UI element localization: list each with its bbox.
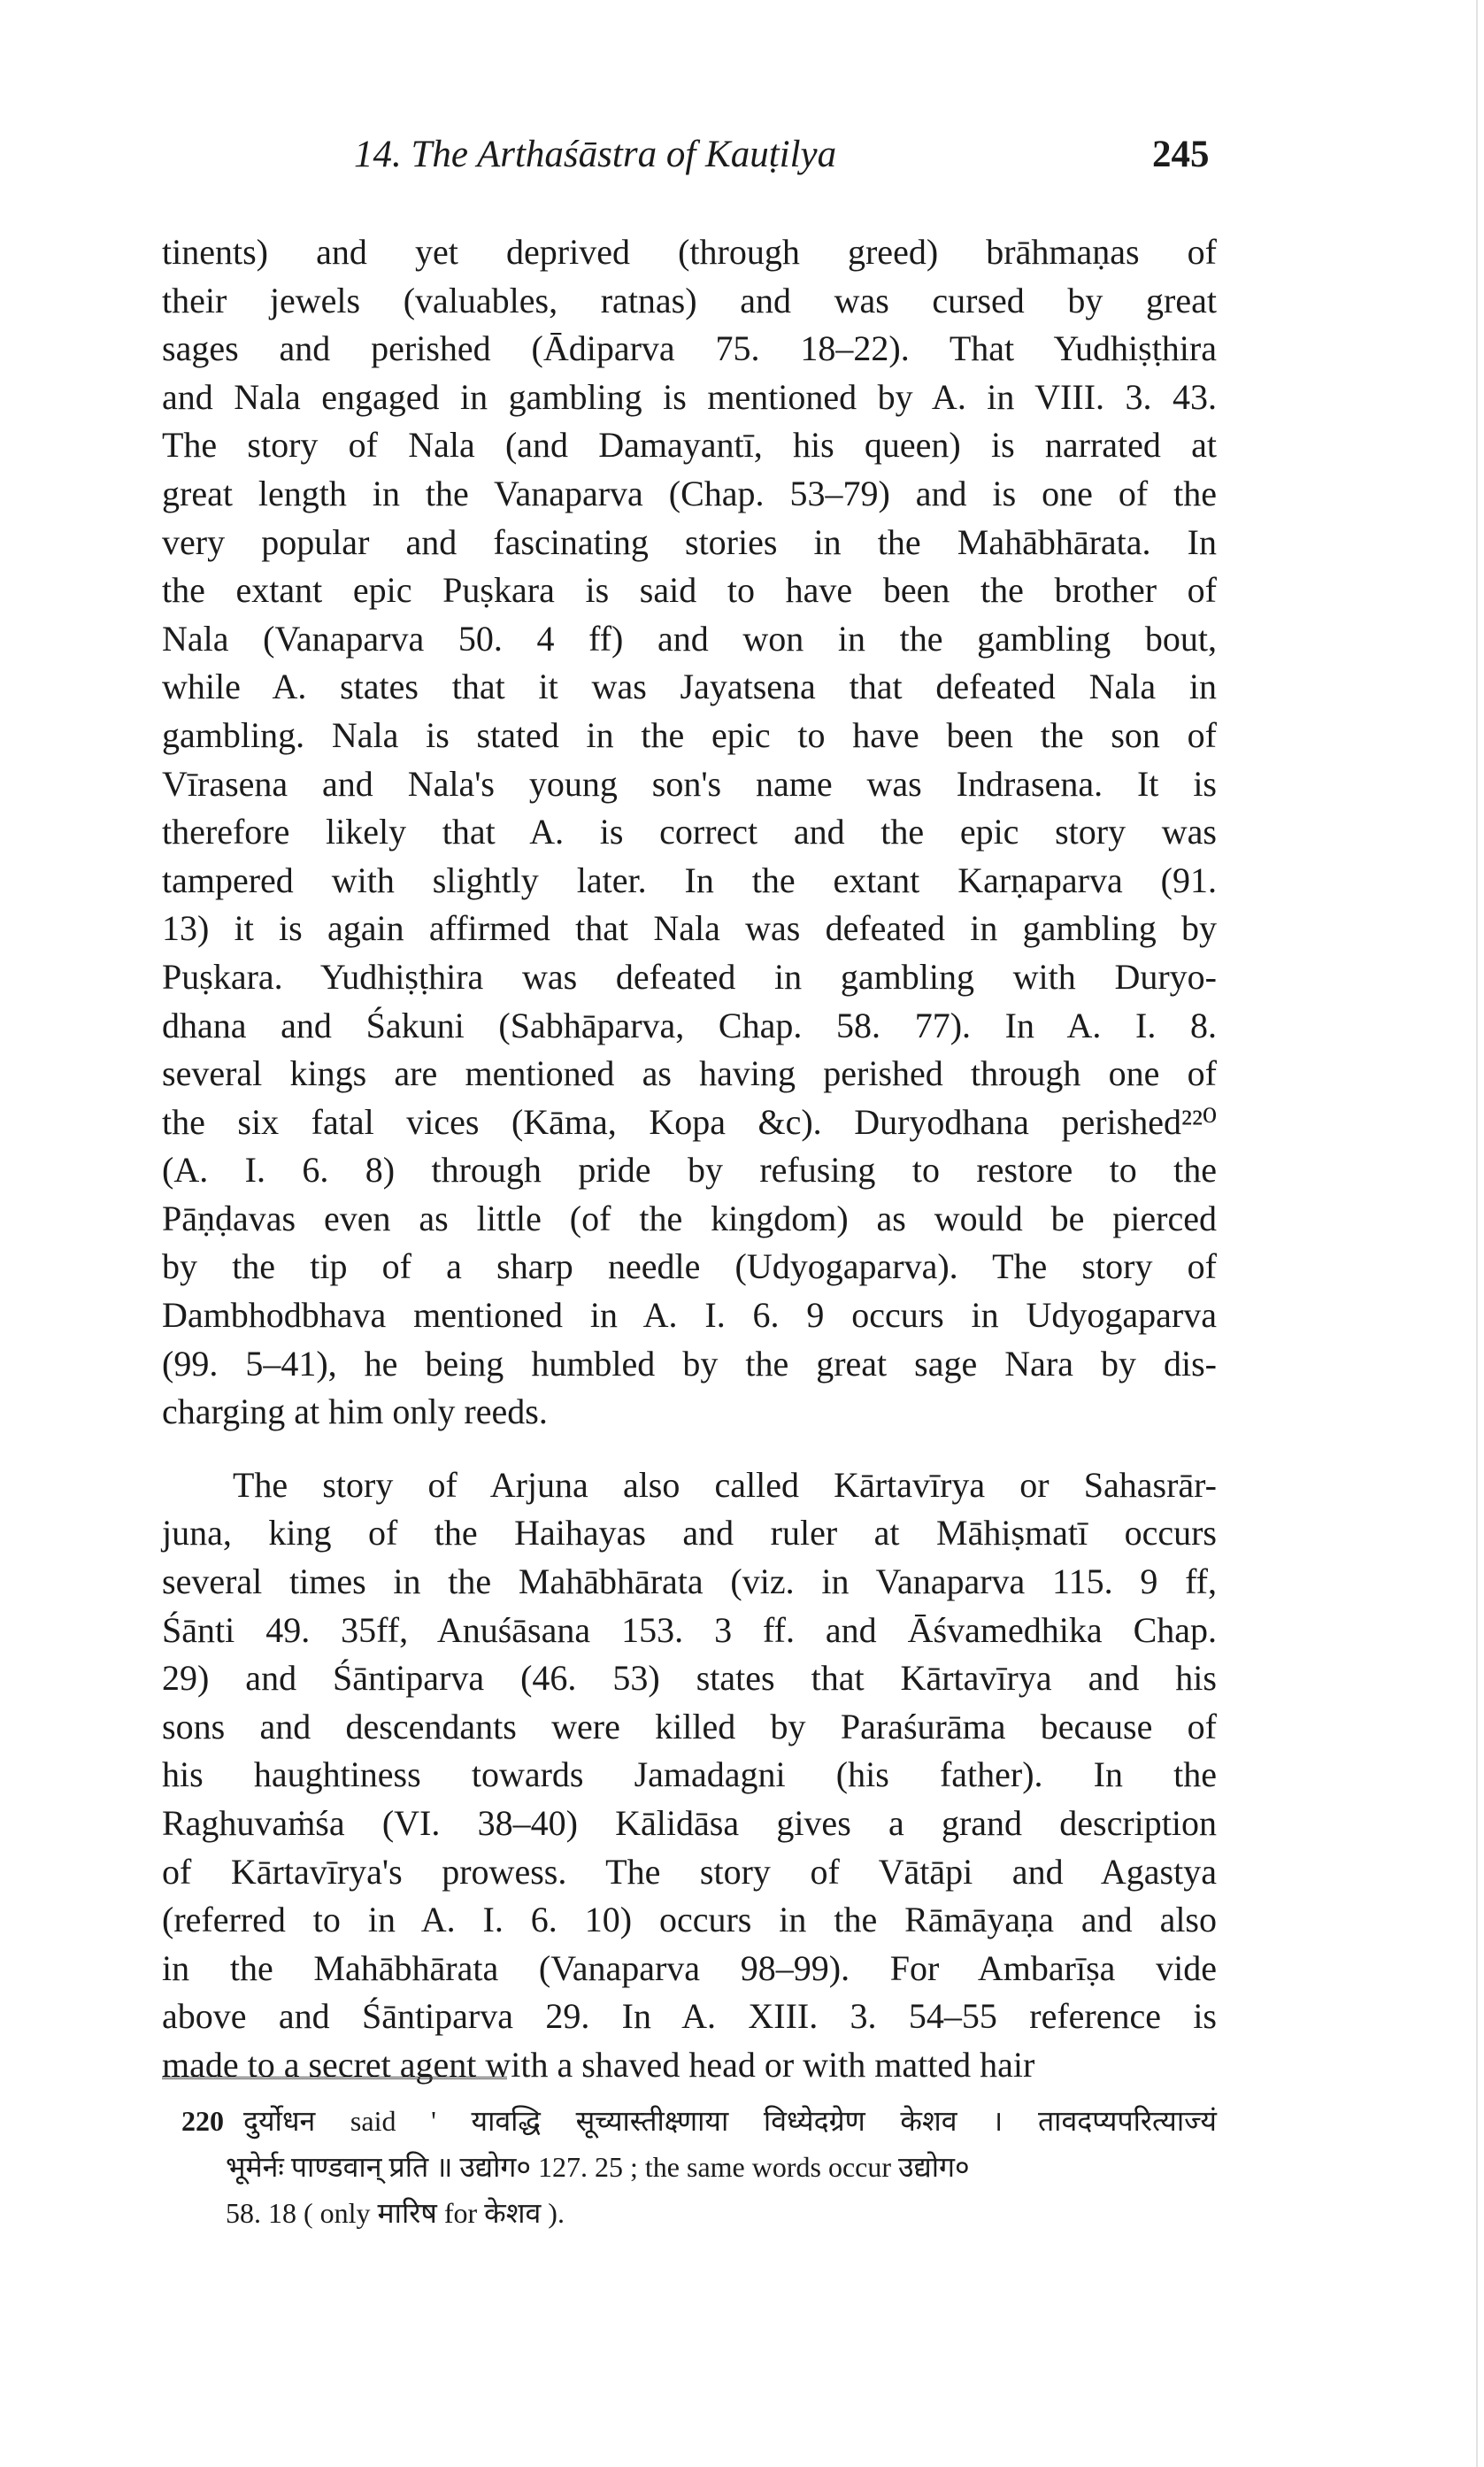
text-line: juna, king of the Haihayas and ruler at Māhiṣmatī occurs [162,1513,1217,1553]
paragraph-gap [162,1437,1217,1461]
paragraph-1 [162,228,1217,1437]
footnote-line-1 [181,2098,1217,2144]
text-line: (99. 5–41), he being humbled by the great sage Nara by dis- [162,1343,1217,1384]
footnote-line-2: भूमेर्नः पाण्डवान् प्रति ॥ उद्योग० 127. 25 ; the same words occur उद्योग० [226,2151,970,2183]
text-line: 13) it is again affirmed that Nala was defeated in gambling by [162,908,1217,949]
text-line: and Nala engaged in gambling is mentioned by A. in VIII. 3. 43. [162,376,1217,417]
text-line: Dambhodbhava mentioned in A. I. 6. 9 occurs in Udyogaparva [162,1295,1217,1336]
text-line: 29) and Śāntiparva (46. 53) states that Kārtavīrya and his [162,1658,1217,1699]
text-line: several times in the Mahābhārata (viz. in Vanaparva 115. 9 ff, [162,1561,1217,1602]
text-line: the six fatal vices (Kāma, Kopa &c). Duryodhana perished²²⁰ [162,1101,1217,1142]
footnote-line-3: 58. 18 ( only मारिष for केशव ). [226,2197,565,2229]
text-line: very popular and fascinating stories in the Mahābhārata. In [162,521,1217,562]
text-line: great length in the Vanaparva (Chap. 53–79) and is one of the [162,473,1217,513]
page-number: 245 [1152,134,1210,175]
text-line: dhana and Śakuni (Sabhāparva, Chap. 58. 77). In A. I. 8. [162,1005,1217,1045]
text-line: Raghuvaṁśa (VI. 38–40) Kālidāsa gives a grand description [162,1803,1217,1843]
text-line: above and Śāntiparva 29. In A. XIII. 3. 54–55 reference is [162,1996,1217,2037]
text-line: his haughtiness towards Jamadagni (his father). In the [162,1754,1217,1795]
text-line: (A. I. 6. 8) through pride by refusing to restore to the [162,1150,1217,1191]
footnote-rule [162,2077,507,2079]
text-line: Nala (Vanaparva 50. 4 ff) and won in the gambling bout, [162,618,1217,659]
text-line: Puṣkara. Yudhiṣṭhira was defeated in gambling with Duryo- [162,956,1217,997]
text-line: (referred to in A. I. 6. 10) occurs in the Rāmāyaṇa and also [162,1900,1217,1940]
text-line: Pāṇḍavas even as little (of the kingdom) as would be pierced [162,1198,1217,1238]
text-line: therefore likely that A. is correct and the epic story was [162,812,1217,852]
text-line: charging at him only reeds. [162,1392,548,1432]
text-line: by the tip of a sharp needle (Udyogaparva). The story of [162,1246,1217,1287]
text-line: made to a secret agent with a shaved head or with matted hair [162,2044,1035,2085]
text-line: their jewels (valuables, ratnas) and was cursed by great [162,280,1217,320]
text-line: sages and perished (Ādiparva 75. 18–22). That Yudhiṣṭhira [162,328,1217,369]
text-line: tampered with slightly later. In the extant Karṇaparva (91. [162,860,1217,900]
text-line: Śānti 49. 35ff, Anuśāsana 153. 3 ff. and Āśvamedhika Chap. [162,1609,1217,1650]
page-edge [1476,0,1478,2467]
text-line: of Kārtavīrya's prowess. The story of Vātāpi and Agastya [162,1851,1217,1892]
text-line: tinents) and yet deprived (through greed) brāhmaṇas of [162,232,1217,272]
text-line: Vīrasena and Nala's young son's name was Indrasena. It is [162,763,1217,804]
text-line: while A. states that it was Jayatsena that defeated Nala in [162,667,1217,707]
text-line: gambling. Nala is stated in the epic to have been the son of [162,714,1217,755]
text-line: sons and descendants were killed by Paraśurāma because of [162,1706,1217,1746]
text-line: in the Mahābhārata (Vanaparva 98–99). For Ambarīṣa vide [162,1947,1217,1988]
text-line: The story of Arjuna also called Kārtavīrya or Sahasrār- [233,1464,1217,1505]
body-text [162,228,1217,2090]
footnote-text: दुर्योधन said ' यावद्धि सूच्यास्तीक्ष्णाया विध्येदग्रेण केशव । तावदप्यपरित्याज्यं [243,2105,1217,2137]
running-head: 14. The Arthaśāstra of Kauṭilya [354,134,837,175]
text-line: the extant epic Puṣkara is said to have been the brother of [162,570,1217,611]
text-line: The story of Nala (and Damayantī, his queen) is narrated at [162,425,1217,466]
text-line: several kings are mentioned as having perished through one of [162,1053,1217,1094]
footnote [181,2098,1217,2236]
page-header [159,133,1221,186]
paragraph-2 [162,1461,1217,2090]
footnote-number: 220 [181,2105,224,2137]
